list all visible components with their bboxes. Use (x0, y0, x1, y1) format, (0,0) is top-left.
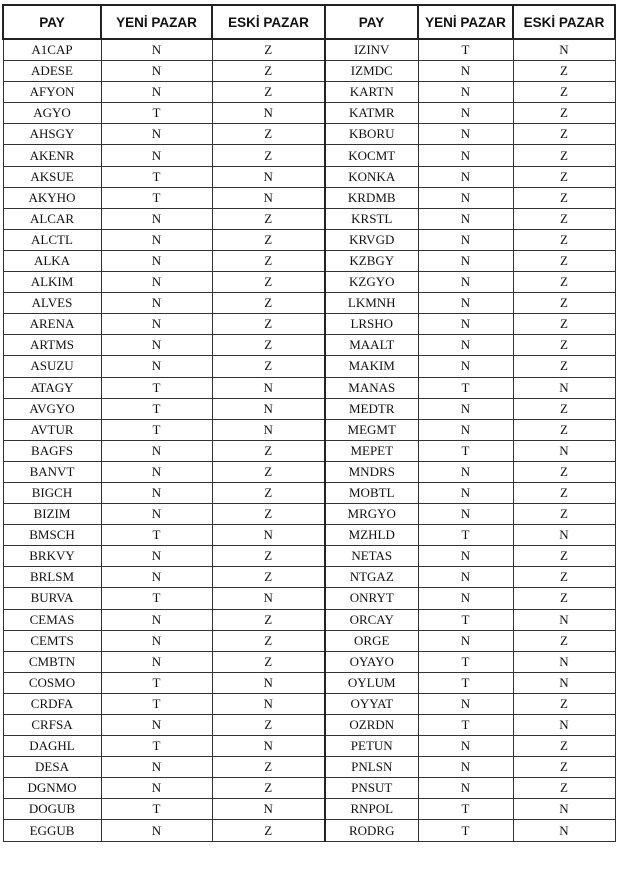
old-market-cell: Z (513, 103, 615, 124)
old-market-cell: Z (212, 609, 325, 630)
stock-code-cell: AFYON (3, 82, 101, 103)
new-market-cell: T (418, 651, 513, 672)
stock-code-cell: AKYHO (3, 187, 101, 208)
old-market-cell: Z (513, 567, 615, 588)
new-market-cell: N (418, 61, 513, 82)
stock-code-cell: AVGYO (3, 398, 101, 419)
new-market-cell: N (418, 335, 513, 356)
stock-code-cell: MAALT (325, 335, 418, 356)
stock-code-cell: ORCAY (325, 609, 418, 630)
table-row (3, 736, 615, 757)
old-market-cell: Z (212, 546, 325, 567)
old-market-cell: N (212, 103, 325, 124)
old-market-cell: Z (212, 715, 325, 736)
stock-code-cell: ADESE (3, 61, 101, 82)
stock-code-cell: MRGYO (325, 504, 418, 525)
new-market-cell: N (101, 314, 212, 335)
old-market-cell: N (212, 377, 325, 398)
table-row (3, 208, 615, 229)
stock-code-cell: CRFSA (3, 715, 101, 736)
new-market-cell: N (418, 272, 513, 293)
new-market-cell: T (101, 693, 212, 714)
old-market-cell: Z (212, 356, 325, 377)
new-market-cell: N (101, 546, 212, 567)
stock-code-cell: KONKA (325, 166, 418, 187)
stock-code-cell: BANVT (3, 461, 101, 482)
table-row (3, 651, 615, 672)
new-market-cell: N (418, 461, 513, 482)
table-row (3, 377, 615, 398)
new-market-cell: T (418, 609, 513, 630)
new-market-cell: N (418, 693, 513, 714)
old-market-cell: Z (212, 630, 325, 651)
new-market-cell: T (101, 377, 212, 398)
header-new-market-right: YENİ PAZAR (418, 5, 513, 39)
table-row (3, 335, 615, 356)
old-market-cell: N (513, 39, 615, 61)
new-market-cell: T (418, 525, 513, 546)
new-market-cell: N (101, 272, 212, 293)
old-market-cell: Z (513, 504, 615, 525)
table-row (3, 250, 615, 271)
table-row (3, 272, 615, 293)
table-row (3, 124, 615, 145)
new-market-cell: N (101, 293, 212, 314)
stock-code-cell: BIGCH (3, 482, 101, 503)
stock-code-cell: LKMNH (325, 293, 418, 314)
table-row (3, 229, 615, 250)
old-market-cell: Z (212, 61, 325, 82)
new-market-cell: N (418, 588, 513, 609)
new-market-cell: N (101, 39, 212, 61)
new-market-cell: N (101, 82, 212, 103)
stock-code-cell: ALCTL (3, 229, 101, 250)
stock-code-cell: CEMAS (3, 609, 101, 630)
stock-code-cell: MEPET (325, 440, 418, 461)
table-body (3, 39, 615, 841)
old-market-cell: N (513, 715, 615, 736)
stock-code-cell: DOGUB (3, 799, 101, 820)
stock-code-cell: DESA (3, 757, 101, 778)
old-market-cell: Z (212, 440, 325, 461)
stock-code-cell: KARTN (325, 82, 418, 103)
table-header-row (3, 5, 615, 39)
old-market-cell: Z (513, 208, 615, 229)
table-row (3, 314, 615, 335)
table-row (3, 187, 615, 208)
table-row (3, 588, 615, 609)
stock-code-cell: LRSHO (325, 314, 418, 335)
new-market-cell: N (418, 82, 513, 103)
table-row (3, 440, 615, 461)
old-market-cell: Z (513, 546, 615, 567)
table-row (3, 166, 615, 187)
new-market-cell: N (418, 187, 513, 208)
old-market-cell: Z (513, 588, 615, 609)
old-market-cell: Z (513, 335, 615, 356)
new-market-cell: N (101, 504, 212, 525)
stock-code-cell: ALKIM (3, 272, 101, 293)
old-market-cell: Z (212, 250, 325, 271)
old-market-cell: Z (513, 398, 615, 419)
stock-code-cell: ALCAR (3, 208, 101, 229)
old-market-cell: Z (212, 567, 325, 588)
stock-code-cell: CEMTS (3, 630, 101, 651)
stock-code-cell: AHSGY (3, 124, 101, 145)
stock-code-cell: PNSUT (325, 778, 418, 799)
table-row (3, 461, 615, 482)
old-market-cell: Z (513, 693, 615, 714)
new-market-cell: N (101, 482, 212, 503)
table-row (3, 609, 615, 630)
new-market-cell: N (101, 124, 212, 145)
header-new-market-left: YENİ PAZAR (101, 5, 212, 39)
new-market-cell: N (101, 715, 212, 736)
new-market-cell: N (101, 356, 212, 377)
stock-code-cell: BRLSM (3, 567, 101, 588)
stock-code-cell: ORGE (325, 630, 418, 651)
old-market-cell: N (212, 166, 325, 187)
stock-code-cell: PNLSN (325, 757, 418, 778)
stock-code-cell: RODRG (325, 820, 418, 841)
old-market-cell: Z (513, 250, 615, 271)
table-row (3, 39, 615, 61)
table-row (3, 715, 615, 736)
stock-code-cell: MOBTL (325, 482, 418, 503)
old-market-cell: N (513, 672, 615, 693)
new-market-cell: N (101, 820, 212, 841)
old-market-cell: Z (513, 166, 615, 187)
new-market-cell: T (101, 588, 212, 609)
stock-code-cell: PETUN (325, 736, 418, 757)
header-old-market-right: ESKİ PAZAR (513, 5, 615, 39)
new-market-cell: N (418, 546, 513, 567)
table-row (3, 799, 615, 820)
stock-code-cell: DGNMO (3, 778, 101, 799)
old-market-cell: Z (212, 820, 325, 841)
stock-code-cell: MEDTR (325, 398, 418, 419)
new-market-cell: N (418, 103, 513, 124)
new-market-cell: N (101, 440, 212, 461)
stock-code-cell: OYAYO (325, 651, 418, 672)
new-market-cell: T (101, 398, 212, 419)
new-market-cell: N (418, 398, 513, 419)
stock-code-cell: ARENA (3, 314, 101, 335)
new-market-cell: N (101, 461, 212, 482)
old-market-cell: Z (212, 208, 325, 229)
stock-code-cell: MNDRS (325, 461, 418, 482)
new-market-cell: N (418, 293, 513, 314)
stock-code-cell: BRKVY (3, 546, 101, 567)
old-market-cell: Z (212, 314, 325, 335)
old-market-cell: N (212, 525, 325, 546)
new-market-cell: N (101, 609, 212, 630)
new-market-cell: N (418, 250, 513, 271)
stock-code-cell: KOCMT (325, 145, 418, 166)
old-market-cell: Z (513, 419, 615, 440)
header-pay-right: PAY (325, 5, 418, 39)
new-market-cell: N (101, 567, 212, 588)
table-row (3, 145, 615, 166)
old-market-cell: N (212, 398, 325, 419)
new-market-cell: T (101, 672, 212, 693)
table-row (3, 356, 615, 377)
new-market-cell: N (101, 145, 212, 166)
stock-code-cell: OYLUM (325, 672, 418, 693)
stock-code-cell: MAKIM (325, 356, 418, 377)
stock-code-cell: KZGYO (325, 272, 418, 293)
old-market-cell: Z (513, 461, 615, 482)
stock-code-cell: OYYAT (325, 693, 418, 714)
old-market-cell: N (212, 419, 325, 440)
stock-code-cell: MZHLD (325, 525, 418, 546)
old-market-cell: Z (513, 272, 615, 293)
old-market-cell: N (513, 651, 615, 672)
stock-code-cell: AKSUE (3, 166, 101, 187)
old-market-cell: N (212, 588, 325, 609)
new-market-cell: N (101, 61, 212, 82)
table-row (3, 567, 615, 588)
stock-code-cell: KZBGY (325, 250, 418, 271)
old-market-cell: Z (513, 82, 615, 103)
stock-code-cell: ASUZU (3, 356, 101, 377)
table-row (3, 293, 615, 314)
old-market-cell: Z (212, 335, 325, 356)
old-market-cell: Z (513, 145, 615, 166)
old-market-cell: N (212, 736, 325, 757)
stock-code-cell: ALKA (3, 250, 101, 271)
table-row (3, 757, 615, 778)
stock-code-cell: MEGMT (325, 419, 418, 440)
stock-code-cell: BAGFS (3, 440, 101, 461)
stock-code-cell: KRSTL (325, 208, 418, 229)
stock-code-cell: RNPOL (325, 799, 418, 820)
stock-code-cell: KBORU (325, 124, 418, 145)
new-market-cell: T (101, 166, 212, 187)
new-market-cell: T (101, 419, 212, 440)
new-market-cell: N (418, 229, 513, 250)
new-market-cell: N (418, 567, 513, 588)
stock-code-cell: AKENR (3, 145, 101, 166)
old-market-cell: N (212, 672, 325, 693)
stock-code-cell: AGYO (3, 103, 101, 124)
old-market-cell: Z (212, 651, 325, 672)
new-market-cell: N (418, 166, 513, 187)
stock-code-cell: OZRDN (325, 715, 418, 736)
stock-code-cell: MANAS (325, 377, 418, 398)
old-market-cell: Z (513, 736, 615, 757)
old-market-cell: N (513, 609, 615, 630)
old-market-cell: Z (212, 82, 325, 103)
old-market-cell: Z (513, 630, 615, 651)
table-row (3, 419, 615, 440)
stock-code-cell: CMBTN (3, 651, 101, 672)
stock-code-cell: NTGAZ (325, 567, 418, 588)
stock-code-cell: ATAGY (3, 377, 101, 398)
table-row (3, 61, 615, 82)
stock-code-cell: ONRYT (325, 588, 418, 609)
header-pay-left: PAY (3, 5, 101, 39)
new-market-cell: N (418, 314, 513, 335)
new-market-cell: T (418, 820, 513, 841)
old-market-cell: N (212, 799, 325, 820)
old-market-cell: Z (513, 124, 615, 145)
old-market-cell: Z (513, 482, 615, 503)
new-market-cell: N (418, 630, 513, 651)
old-market-cell: Z (212, 778, 325, 799)
old-market-cell: N (513, 525, 615, 546)
new-market-cell: N (101, 208, 212, 229)
old-market-cell: Z (513, 187, 615, 208)
stock-code-cell: ARTMS (3, 335, 101, 356)
new-market-cell: N (418, 504, 513, 525)
stock-code-cell: KATMR (325, 103, 418, 124)
stock-code-cell: AVTUR (3, 419, 101, 440)
stock-code-cell: BURVA (3, 588, 101, 609)
table-row (3, 525, 615, 546)
stock-code-cell: CRDFA (3, 693, 101, 714)
stock-code-cell: NETAS (325, 546, 418, 567)
stock-code-cell: BIZIM (3, 504, 101, 525)
stock-code-cell: IZMDC (325, 61, 418, 82)
new-market-cell: T (101, 799, 212, 820)
stock-code-cell: DAGHL (3, 736, 101, 757)
old-market-cell: Z (212, 145, 325, 166)
new-market-cell: T (418, 672, 513, 693)
new-market-cell: N (101, 335, 212, 356)
stock-code-cell: EGGUB (3, 820, 101, 841)
table-row (3, 672, 615, 693)
old-market-cell: Z (513, 61, 615, 82)
new-market-cell: N (418, 482, 513, 503)
new-market-cell: T (418, 440, 513, 461)
new-market-cell: N (418, 145, 513, 166)
old-market-cell: Z (212, 482, 325, 503)
old-market-cell: Z (212, 504, 325, 525)
old-market-cell: Z (212, 39, 325, 61)
new-market-cell: N (418, 124, 513, 145)
table-row (3, 504, 615, 525)
new-market-cell: N (101, 250, 212, 271)
old-market-cell: Z (513, 229, 615, 250)
old-market-cell: Z (212, 229, 325, 250)
old-market-cell: Z (212, 293, 325, 314)
old-market-cell: Z (212, 757, 325, 778)
old-market-cell: N (513, 440, 615, 461)
table-row (3, 820, 615, 841)
stock-code-cell: IZINV (325, 39, 418, 61)
new-market-cell: N (101, 778, 212, 799)
new-market-cell: T (418, 799, 513, 820)
stock-code-cell: KRVGD (325, 229, 418, 250)
new-market-cell: T (101, 525, 212, 546)
new-market-cell: T (418, 715, 513, 736)
stock-code-cell: A1CAP (3, 39, 101, 61)
new-market-cell: N (418, 208, 513, 229)
old-market-cell: Z (513, 757, 615, 778)
old-market-cell: Z (212, 272, 325, 293)
new-market-cell: T (101, 736, 212, 757)
table-row (3, 482, 615, 503)
market-transition-sheet (2, 4, 616, 842)
new-market-cell: T (418, 39, 513, 61)
old-market-cell: N (212, 693, 325, 714)
table-row (3, 82, 615, 103)
old-market-cell: Z (513, 778, 615, 799)
old-market-cell: N (513, 799, 615, 820)
old-market-cell: Z (513, 356, 615, 377)
new-market-cell: N (418, 736, 513, 757)
table-row (3, 546, 615, 567)
table-row (3, 398, 615, 419)
old-market-cell: Z (513, 314, 615, 335)
stock-code-cell: BMSCH (3, 525, 101, 546)
new-market-cell: N (418, 778, 513, 799)
new-market-cell: N (418, 757, 513, 778)
table-row (3, 778, 615, 799)
new-market-cell: T (101, 103, 212, 124)
new-market-cell: T (101, 187, 212, 208)
market-transition-table (2, 4, 616, 842)
new-market-cell: T (418, 377, 513, 398)
new-market-cell: N (101, 630, 212, 651)
old-market-cell: N (513, 377, 615, 398)
new-market-cell: N (418, 356, 513, 377)
table-row (3, 693, 615, 714)
old-market-cell: Z (212, 124, 325, 145)
stock-code-cell: KRDMB (325, 187, 418, 208)
stock-code-cell: ALVES (3, 293, 101, 314)
new-market-cell: N (101, 229, 212, 250)
new-market-cell: N (101, 651, 212, 672)
old-market-cell: N (212, 187, 325, 208)
header-old-market-left: ESKİ PAZAR (212, 5, 325, 39)
table-row (3, 630, 615, 651)
stock-code-cell: COSMO (3, 672, 101, 693)
old-market-cell: Z (513, 293, 615, 314)
old-market-cell: N (513, 820, 615, 841)
new-market-cell: N (101, 757, 212, 778)
new-market-cell: N (418, 419, 513, 440)
table-row (3, 103, 615, 124)
old-market-cell: Z (212, 461, 325, 482)
